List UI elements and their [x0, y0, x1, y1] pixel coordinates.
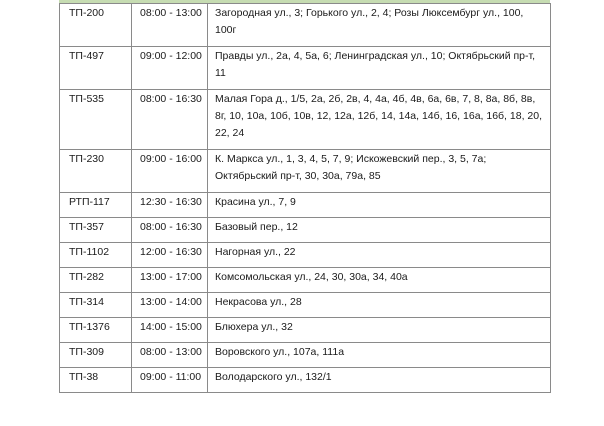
- time-cell: 14:00 - 15:00: [132, 318, 208, 343]
- time-cell: 13:00 - 14:00: [132, 293, 208, 318]
- substation-cell: ТП-535: [60, 90, 132, 150]
- address-cell: Блюхера ул., 32: [208, 318, 551, 343]
- substation-cell: ТП-230: [60, 150, 132, 193]
- substation-cell: ТП-309: [60, 343, 132, 368]
- time-cell: 12:30 - 16:30: [132, 193, 208, 218]
- substation-cell: ТП-314: [60, 293, 132, 318]
- address-cell: Красина ул., 7, 9: [208, 193, 551, 218]
- table-row: [60, 293, 551, 318]
- substation-cell: ТП-1376: [60, 318, 132, 343]
- address-cell: Комсомольская ул., 24, 30, 30а, 34, 40а: [208, 268, 551, 293]
- table-row: [60, 218, 551, 243]
- address-cell: Некрасова ул., 28: [208, 293, 551, 318]
- table-row: [60, 90, 551, 150]
- time-cell: 09:00 - 16:00: [132, 150, 208, 193]
- time-cell: 09:00 - 11:00: [132, 368, 208, 393]
- table-row: [60, 318, 551, 343]
- time-cell: 09:00 - 12:00: [132, 47, 208, 90]
- table-row: [60, 343, 551, 368]
- address-cell: Базовый пер., 12: [208, 218, 551, 243]
- outage-table-body: [60, 4, 551, 393]
- table-row: [60, 150, 551, 193]
- table-row: [60, 47, 551, 90]
- address-cell: Малая Гора д., 1/5, 2а, 2б, 2в, 4, 4а, 4б, 4в, 6а, 6в, 7, 8, 8а, 8б, 8в, 8г, 10, 10а, 10б, 10в, 12, 12а, 12б, 14, 14а, 14б, 16, 16а, 16б, 18, 20, 22, 24: [208, 90, 551, 150]
- substation-cell: ТП-357: [60, 218, 132, 243]
- substation-cell: ТП-282: [60, 268, 132, 293]
- time-cell: 08:00 - 13:00: [132, 343, 208, 368]
- substation-cell: ТП-497: [60, 47, 132, 90]
- table-row: [60, 368, 551, 393]
- address-cell: Воровского ул., 107а, 111а: [208, 343, 551, 368]
- time-cell: 13:00 - 17:00: [132, 268, 208, 293]
- substation-cell: ТП-38: [60, 368, 132, 393]
- address-cell: Нагорная ул., 22: [208, 243, 551, 268]
- address-cell: Правды ул., 2а, 4, 5а, 6; Ленинградская ул., 10; Октябрьский пр-т, 11: [208, 47, 551, 90]
- table-row: [60, 268, 551, 293]
- substation-cell: ТП-200: [60, 4, 132, 47]
- address-cell: Володарского ул., 132/1: [208, 368, 551, 393]
- substation-cell: РТП-117: [60, 193, 132, 218]
- time-cell: 08:00 - 16:30: [132, 218, 208, 243]
- time-cell: 08:00 - 16:30: [132, 90, 208, 150]
- table-row: [60, 193, 551, 218]
- table-row: [60, 243, 551, 268]
- time-cell: 08:00 - 13:00: [132, 4, 208, 47]
- outage-schedule-table: [59, 3, 551, 393]
- substation-cell: ТП-1102: [60, 243, 132, 268]
- table-row: [60, 4, 551, 47]
- time-cell: 12:00 - 16:30: [132, 243, 208, 268]
- address-cell: Загородная ул., 3; Горького ул., 2, 4; Розы Люксембург ул., 100, 100г: [208, 4, 551, 47]
- address-cell: К. Маркса ул., 1, 3, 4, 5, 7, 9; Искожевский пер., 3, 5, 7а; Октябрьский пр-т, 30, 30а, 79а, 85: [208, 150, 551, 193]
